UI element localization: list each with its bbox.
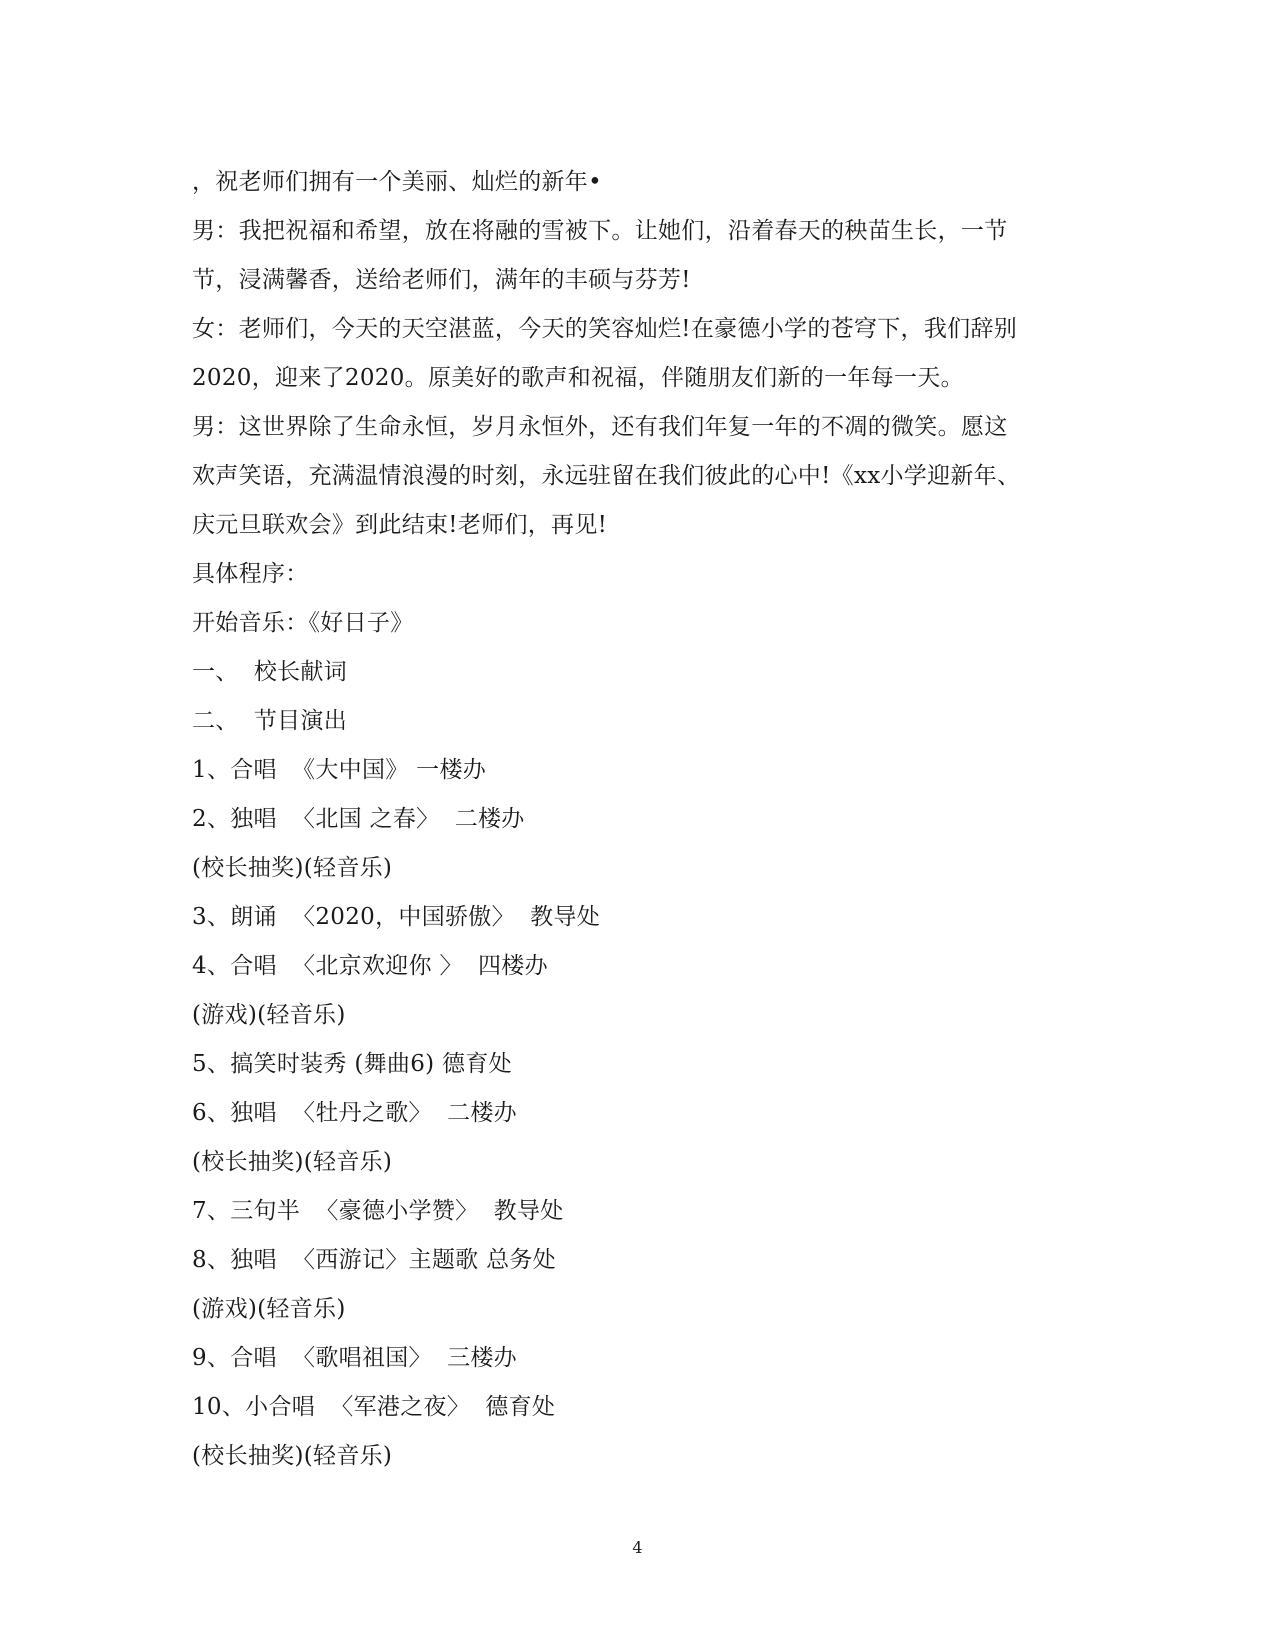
- program-item: 1、合唱 《大中国》 一楼办: [192, 757, 487, 783]
- text-line: ，祝老师们拥有一个美丽、灿烂的新年•: [192, 169, 602, 195]
- program-item: 5、搞笑时装秀 (舞曲6) 德育处: [192, 1051, 512, 1077]
- text-line: 欢声笑语，充满温情浪漫的时刻，永远驻留在我们彼此的心中!《xx小学迎新年、: [192, 463, 1021, 489]
- text-line: 男：我把祝福和希望，放在将融的雪被下。让她们，沿着春天的秧苗生长，一节: [192, 218, 1008, 244]
- text-line: 2020，迎来了2020。原美好的歌声和祝福，伴随朋友们新的一年每一天。: [192, 365, 964, 391]
- program-item: 7、三句半 〈豪德小学赞〉 教导处: [192, 1198, 564, 1224]
- section-heading: 具体程序：: [192, 561, 309, 587]
- text-line: 节，浸满馨香，送给老师们，满年的丰硕与芬芳!: [192, 267, 691, 293]
- program-note: (校长抽奖)(轻音乐): [192, 855, 393, 881]
- program-item: 二、 节目演出: [192, 708, 348, 734]
- text-line: 男：这世界除了生命永恒，岁月永恒外，还有我们年复一年的不凋的微笑。愿这: [192, 414, 1008, 440]
- program-note: (校长抽奖)(轻音乐): [192, 1443, 393, 1469]
- program-note: (游戏)(轻音乐): [192, 1296, 346, 1322]
- document-body: [192, 158, 1092, 1481]
- program-item: 一、 校长献词: [192, 659, 348, 685]
- program-item: 10、小合唱 〈军港之夜〉 德育处: [192, 1394, 556, 1420]
- text-line: 女：老师们，今天的天空湛蓝，今天的笑容灿烂!在豪德小学的苍穹下，我们辞别: [192, 316, 1018, 342]
- program-item: 8、独唱 〈西游记〉主题歌 总务处: [192, 1247, 556, 1273]
- program-item: 3、朗诵 〈2020，中国骄傲〉 教导处: [192, 904, 601, 930]
- page-number: 4: [632, 1538, 643, 1557]
- program-item: 4、合唱 〈北京欢迎你 〉 四楼办: [192, 953, 548, 979]
- program-item: 开始音乐：《好日子》: [192, 610, 414, 636]
- text-line: 庆元旦联欢会》到此结束!老师们，再见!: [192, 512, 608, 538]
- program-note: (校长抽奖)(轻音乐): [192, 1149, 393, 1175]
- program-item: 2、独唱 〈北国 之春〉 二楼办: [192, 806, 525, 832]
- program-item: 9、合唱 〈歌唱祖国〉 三楼办: [192, 1345, 517, 1371]
- program-note: (游戏)(轻音乐): [192, 1002, 346, 1028]
- program-item: 6、独唱 〈牡丹之歌〉 二楼办: [192, 1100, 517, 1126]
